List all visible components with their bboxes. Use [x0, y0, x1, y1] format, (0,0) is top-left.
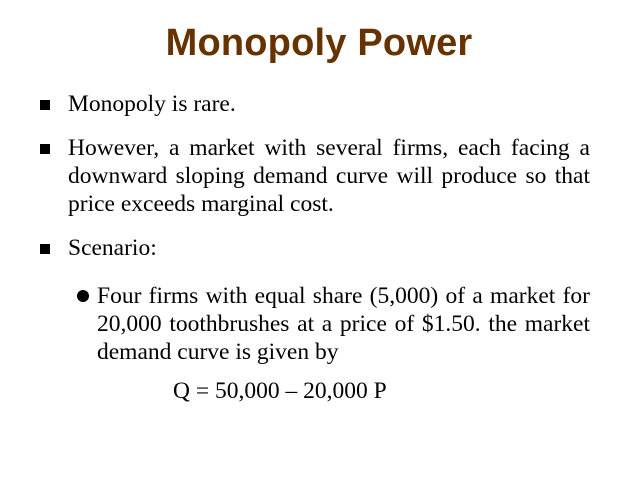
- round-bullet-icon: [77, 290, 89, 302]
- bullet-text: Scenario:: [68, 235, 157, 261]
- square-bullet-icon: [40, 100, 50, 110]
- square-bullet-icon: [40, 144, 50, 154]
- sub-bullet-item: [72, 282, 590, 366]
- square-bullet-icon: [40, 244, 50, 254]
- bullet-item: [40, 234, 590, 262]
- bullet-text: Monopoly is rare.: [68, 91, 236, 117]
- demand-equation: Q = 50,000 – 20,000 P: [173, 378, 387, 404]
- slide-title: Monopoly Power: [165, 22, 473, 64]
- bullet-item: [40, 134, 590, 218]
- bullet-item: [40, 90, 590, 118]
- bullet-text: However, a market with several firms, each facing a downward sloping demand curve will produce so that price exceeds marginal cost.: [68, 135, 590, 217]
- sub-bullet-text: Four firms with equal share (5,000) of a market for 20,000 toothbrushes at a price of $1.50. the market demand curve is given by: [97, 283, 590, 365]
